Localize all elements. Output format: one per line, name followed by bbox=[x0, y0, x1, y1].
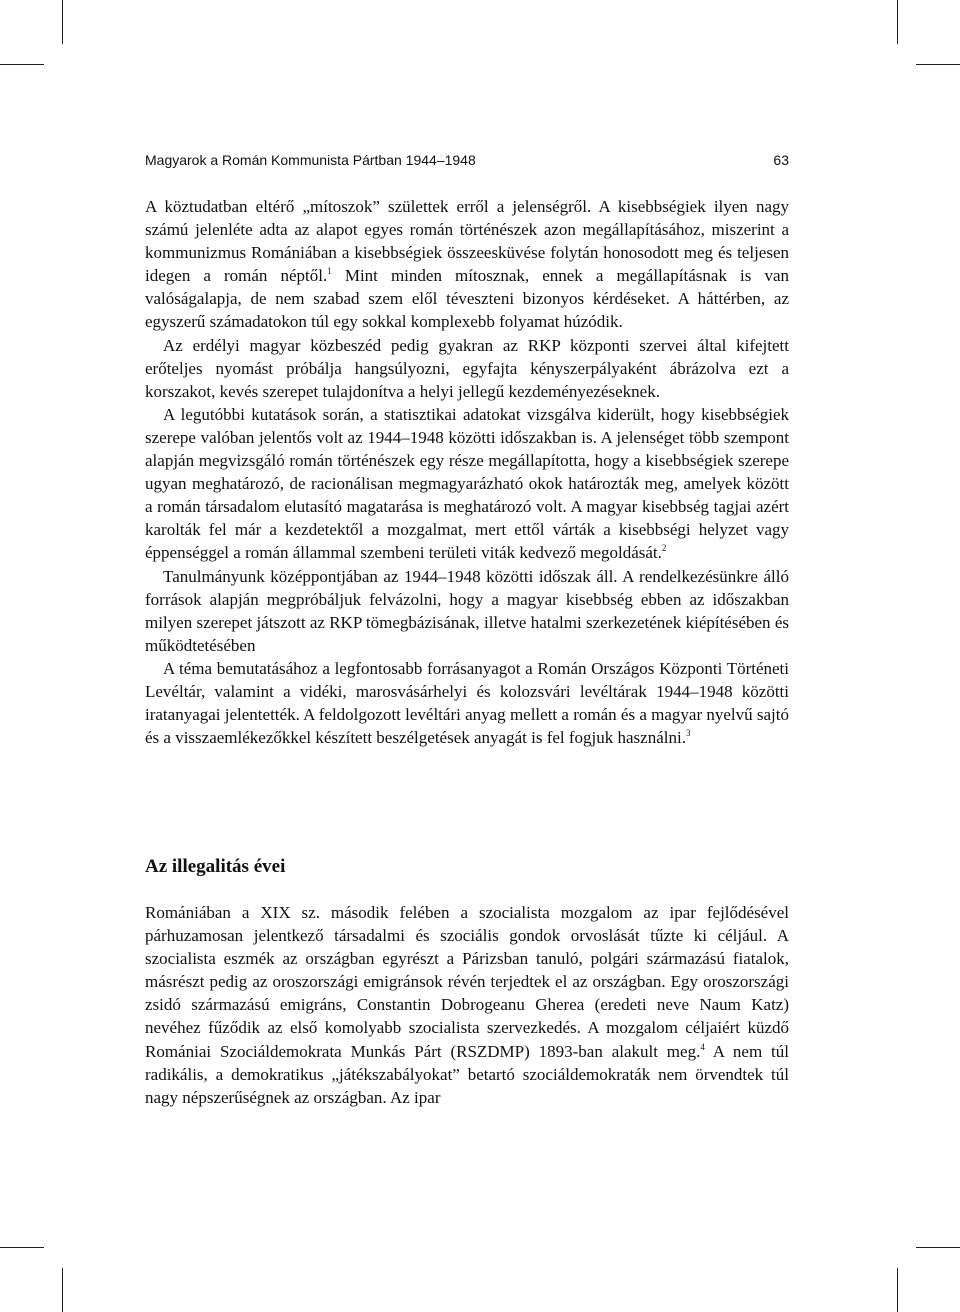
crop-mark-top-right-horizontal bbox=[916, 64, 960, 65]
paragraph-5: A téma bemutatásához a legfontosabb forrásanyagot a Román Országos Központi Történeti Levéltár, valamint a vidéki, marosvásárhelyi és kolozsvári levéltárak 1944–1948 közötti iratanyagai jelentették. A feldolgozott levéltári anyag mellett a román és a magyar nyelvű sajtó és a visszaemlékezőkkel készített beszélgetések anyagát is fel fogjuk használni.$^3$ bbox=[145, 658, 789, 748]
footnote-ref-2[interactable]: 2 bbox=[661, 543, 667, 554]
section-text bbox=[145, 901, 789, 1109]
crop-mark-bottom-left-vertical bbox=[62, 1268, 63, 1312]
paragraph-4: Tanulmányunk középpontjában az 1944–1948 közötti időszak áll. A rendelkezésünkre álló források alapján megpróbáljuk felvázolni, hogy a magyar kisebbség ebben az időszakban milyen szerepet játszott az RKP tömegbázisának, illetve hatalmi szerkezetének kiépítésében és működtetésében bbox=[145, 566, 789, 655]
running-title: Magyarok a Román Kommunista Pártban 1944–1948 bbox=[145, 152, 476, 168]
crop-mark-bottom-left-horizontal bbox=[0, 1247, 44, 1248]
crop-mark-top-right-vertical bbox=[897, 0, 898, 44]
crop-mark-bottom-right-horizontal bbox=[916, 1247, 960, 1248]
footnote-ref-1[interactable]: 1 bbox=[327, 266, 332, 277]
section-heading: Az illegalitás évei bbox=[145, 856, 286, 877]
paragraph-3: A legutóbbi kutatások során, a statisztikai adatokat vizsgálva kiderült, hogy kisebbségiek szerepe valóban jelentős volt az 1944–1948 közötti időszakban is. A jelenséget több szempont alapján megvizsgáló román történészek egy része megállapította, hogy a kisebbségiek szerepe ugyan meghatározó, de racionálisan megmagyarázható okok határozták meg, amelyek között a román társadalom elutasító magatarása is meghatározó volt. A magyar kisebbség tagjai azért karolták fel már a kezdetektől a mozgalmat, mert ettől várták a kisebbségi helyzet vagy éppenséggel a román állammal szembeni területi viták kedvező megoldását.$^2$ bbox=[145, 404, 789, 563]
footnote-ref-4[interactable]: 4 bbox=[700, 1041, 705, 1052]
crop-mark-bottom-right-vertical bbox=[897, 1268, 898, 1312]
body-text bbox=[145, 195, 789, 749]
crop-mark-top-left-vertical bbox=[62, 0, 63, 44]
page-number: 63 bbox=[773, 152, 789, 168]
crop-mark-top-left-horizontal bbox=[0, 64, 44, 65]
paragraph-1: A köztudatban eltérő „mítoszok” születtek erről a jelenségről. A kisebbségiek ilyen nagy számú jelenléte adta az alapot egyes román történészek azon megállapításához, miszerint a kommunizmus Romániában a kisebbségiek összeesküvése folytán honosodott meg és teljesen idegen a román néptől.$^1$ Mint minden mítosznak, ennek a megállapításnak is van valóságalapja, de nem szabad szem elől téveszteni bizonyos kérdéseket. A háttérben, az egyszerű számadatokon túl egy sokkal komplexebb folyamat húzódik. bbox=[145, 197, 789, 332]
section-paragraph: Romániában a XIX sz. második felében a szocialista mozgalom az ipar fejlődésével párhuzamosan jelentkező társadalmi és szociális gondok orvoslását tűzte ki céljául. A szocialista eszmék az országban egyrészt a Párizsban tanuló, polgári származású fiatalok, másrészt pedig az oroszországi emigránsok révén terjedtek el az országban. Egy oroszországi zsidó származású emigráns, Constantin Dobrogeanu Gherea (eredeti neve Naum Katz) nevéhez fűződik az első komolyabb szocialista szervezkedés. A mozgalom céljaiért küzdő Romániai Szociáldemokrata Munkás Párt (RSZDMP) 1893-ban alakult meg.$^4$ A nem túl radikális, a demokratikus „játékszabályokat” betartó szociáldemokraták nem örvendtek túl nagy népszerűségnek az országban. Az ipar bbox=[145, 903, 789, 1107]
footnote-ref-3[interactable]: 3 bbox=[685, 728, 691, 739]
paragraph-2: Az erdélyi magyar közbeszéd pedig gyakran az RKP központi szervei által kifejtett erőteljes nyomást próbálja hangsúlyozni, egyfajta kényszerpályaként ábrázolva ezt a korszakot, kevés szerepet tulajdonítva a helyi jellegű kezdeményezéseknek. bbox=[145, 335, 789, 401]
